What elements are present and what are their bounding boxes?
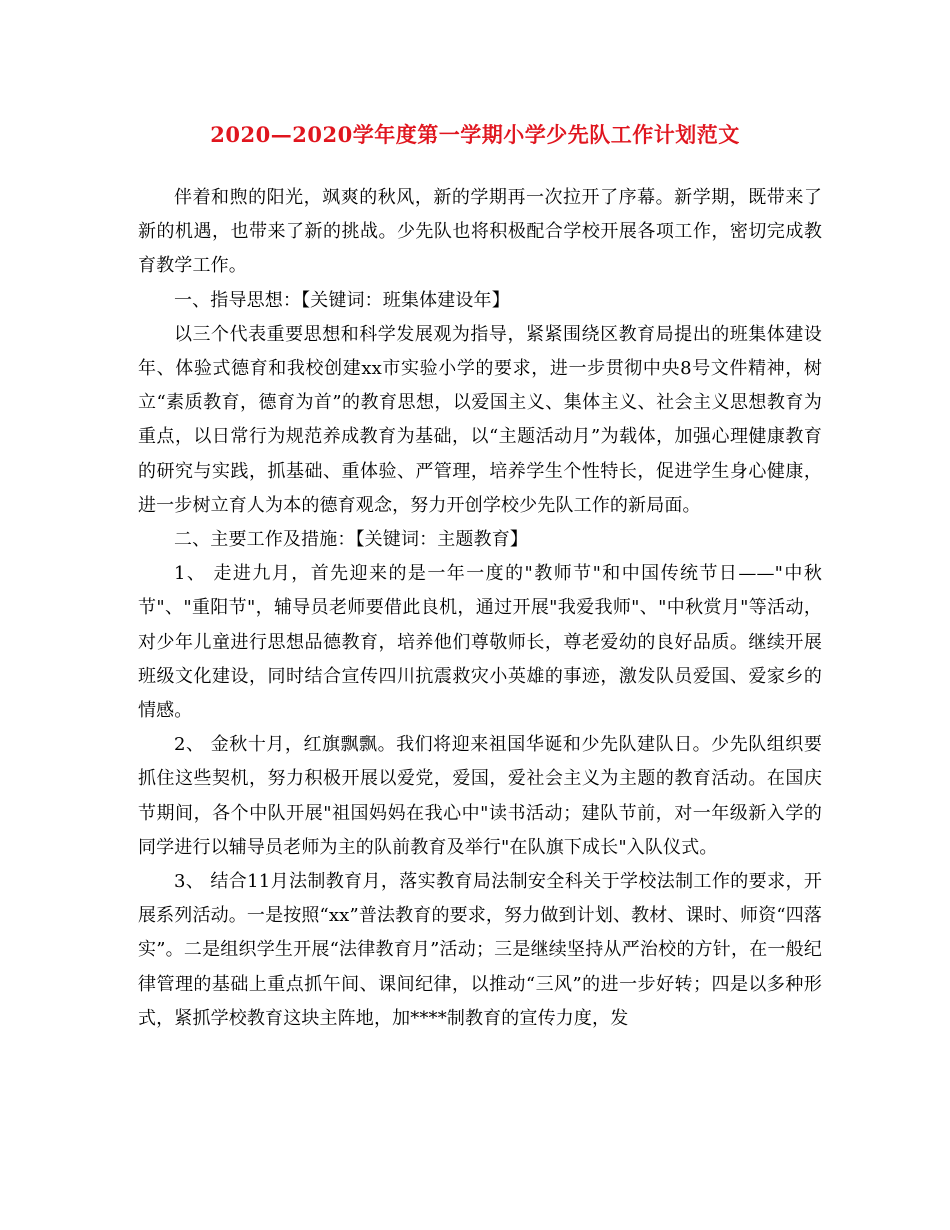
intro-paragraph: 伴着和煦的阳光，飒爽的秋风，新的学期再一次拉开了序幕。新学期，既带来了新的机遇，也带来了新的挑战。少先队也将积极配合学校开展各项工作，密切完成教育教学工作。 — [138, 187, 822, 277]
list-item-september: 1、 走进九月，首先迎来的是一年一度的"教师节"和中国传统节日——"中秋节"、"重阳节"，辅导员老师要借此良机，通过开展"我爱我师"、"中秋赏月"等活动，对少年儿童进行思想品德教育，培养他们尊敬师长，尊老爱幼的良好品质。继续开展班级文化建设，同时结合宣传四川抗震救灾小英雄的事迹，激发队员爱国、爱家乡的情感。 — [138, 563, 822, 722]
document-title: 2020—2020学年度第一学期小学少先队工作计划范文 — [210, 122, 740, 147]
list-item-november: 3、 结合11月法制教育月，落实教育局法制安全科关于学校法制工作的要求，开展系列活动。一是按照“xx”普法教育的要求，努力做到计划、教材、课时、师资“四落实”。二是组织学生开展“法律教育月”活动；三是继续坚持从严治校的方针，在一般纪律管理的基础上重点抓午间、课间纪律，以推动“三风”的进一步好转；四是以多种形式，紧抓学校教育这块主阵地，加****制教育的宣传力度，发 — [138, 871, 822, 1029]
section-heading-guiding-thought: 一、指导思想：【关键词：班集体建设年】 — [174, 289, 510, 311]
document-body — [138, 181, 822, 1036]
section-heading-main-work: 二、主要工作及措施：【关键词：主题教育】 — [174, 529, 528, 551]
list-item-october: 2、 金秋十月，红旗飘飘。我们将迎来祖国华诞和少先队建队日。少先队组织要抓住这些契机，努力积极开展以爱党，爱国，爱社会主义为主题的教育活动。在国庆节期间，各个中队开展"祖国妈妈在我心中"读书活动；建队节前，对一年级新入学的同学进行以辅导员老师为主的队前教育及举行"在队旗下成长"入队仪式。 — [138, 734, 822, 858]
guiding-thought-paragraph: 以三个代表重要思想和科学发展观为指导，紧紧围绕区教育局提出的班集体建设年、体验式德育和我校创建xx市实验小学的要求，进一步贯彻中央8号文件精神，树立“素质教育，德育为首”的教育思想，以爱国主义、集体主义、社会主义思想教育为重点，以日常行为规范养成教育为基础，以“主题活动月”为载体，加强心理健康教育的研究与实践，抓基础、重体验、严管理，培养学生个性特长，促进学生身心健康，进一步树立育人为本的德育观念，努力开创学校少先队工作的新局面。 — [138, 323, 822, 516]
